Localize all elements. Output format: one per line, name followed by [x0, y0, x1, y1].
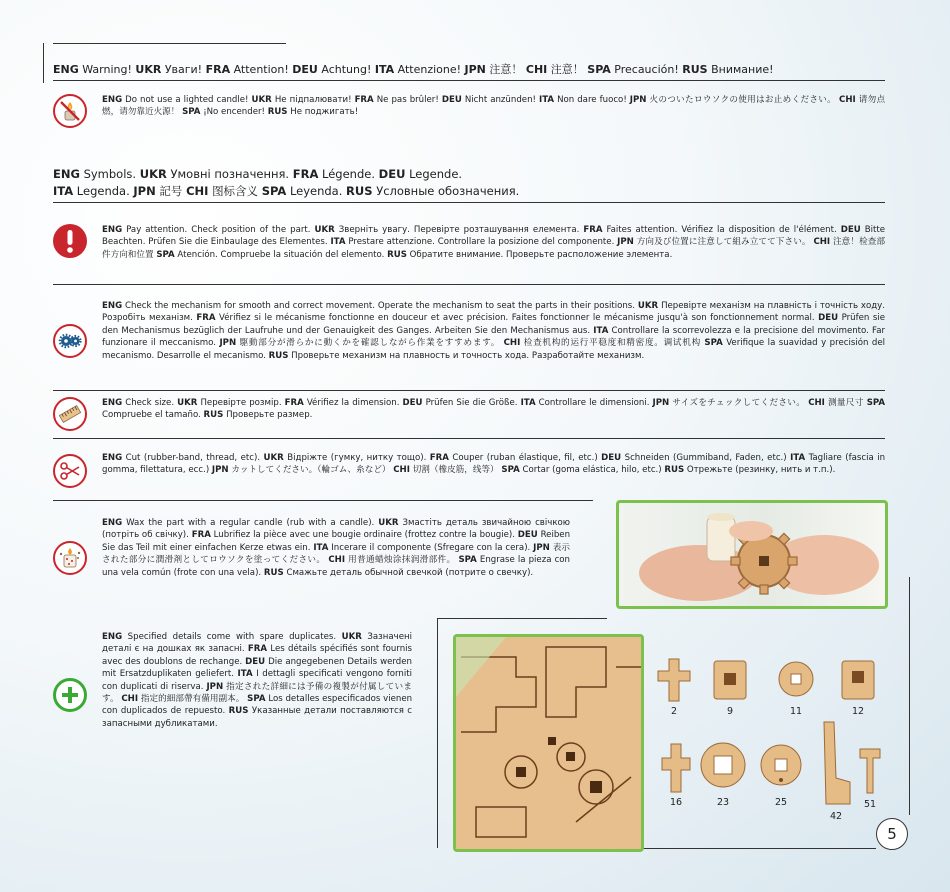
no-candle-icon	[53, 94, 87, 128]
legend-item-size	[53, 397, 885, 431]
spare-part-23: 23	[697, 738, 749, 808]
warning-candle-text: ENG Do not use a lighted candle! UKR Не підпалювати! FRA Ne pas brûler! DEU Nicht anzünden! ITA Non dare fuoco! JPN 火のついたロウソクの使用はお止めください。 CHI 请勿点燃，请勿靠近火源！ SPA ¡No encender! RUS Не поджигать!	[102, 95, 886, 118]
spare-part-9: 9	[708, 657, 752, 717]
spares-left-rule	[437, 618, 438, 848]
spare-part-2: 2	[654, 657, 694, 717]
legend-header-line-2: ITA Legenda. JPN 記号 CHI 图标含义 SPA Leyenda. RUS Условные обозначения.	[53, 184, 520, 198]
legend-item-size-text: ENG Check size. UKR Перевірте розмір. FRA Vérifiez la dimension. DEU Prüfen Sie die Größe. ITA Controllare le dimensioni. JPN サイズをチェックしてください。 CHI 测量尺寸 SPA Compruebe el tamaño. RUS Проверьте размер.	[102, 398, 886, 421]
legend-item-attention-text: ENG Pay attention. Check position of the part. UKR Зверніть увагу. Перевірте розташування елемента. FRA Faites attention. Vérifiez la disposition de l'élément. DEU Bitte Beachten. Prüfen Sie die Einbaulage des Elementes. ITA Prestare attenzione. Controllare la posizione del componente. JPN 方向及び位置に注意して組み立てて下さい。 CHI 注意！检查部件方向和位置 SPA Atención. Compruebe la situación del elemento. RUS Обратите внимание. Проверьте расположение элемента.	[102, 225, 886, 260]
gears-icon	[53, 324, 87, 358]
legend-item-wax-text: ENG Wax the part with a regular candle (rub with a candle). UKR Змастіть деталь звичайною свічкою (потріть об свічку). FRA Lubrifiez la pièce avec une bougie ordinaire (frottez contre la bougie). DEU Reiben Sie das Teil mit einer einfachen Kerze etwas ein. ITA Incerare il componente (Sfregare con la cera). JPN 表示された部分に潤滑剤としてロウソクを塗ってください。 CHI 用普通蜡烛涂抹润滑部件。 SPA Engrase la pieza con una vela común (frote con una vela). RUS Смажьте деталь обычной свечкой (потрите о свечку).	[102, 518, 571, 578]
legend-item-mechanism-text: ENG Check the mechanism for smooth and correct movement. Operate the mechanism to seat the parts in their positions. UKR Перевірте механізм на плавність і точність ходу. Розробіть механізм. FRA Vérifiez si le mécanisme fonctionne en douceur et avec précision. Faites fonctionner le mécanisme jusqu'à son fonctionnement normal. DEU Prüfen sie den Mechanismus bezüglich der Laufruhe und der Genauigkeit des Ganges. Arbeiten Sie den Mechanismus aus. ITA Controllare la scorrevolezza e la precisione del movimento. Far funzionare il meccanismo. JPN 駆動部分が滑らかに動くかを確認しながら作業をすすめます。 CHI 检查机构的运行平稳度和精密度。调试机构 SPA Verifique la suavidad y precisión del mecanismo. Desarrolle el mecanismo. RUS Проверьте механизм на плавность и точность хода. Разработайте механизм.	[102, 301, 886, 361]
legend-item-wax	[53, 517, 593, 579]
legend-item-cut	[53, 452, 885, 488]
spares-top-rule	[437, 618, 607, 619]
page-number: 5	[876, 818, 908, 850]
legend-divider-3	[53, 438, 885, 439]
legend-divider-4	[53, 500, 593, 501]
wax-candle-icon	[53, 541, 87, 575]
legend-item-spares-text: ENG Specified details come with spare duplicates. UKR Зазначені деталі є на дошках як запасні. FRA Les détails spécifiés sont fournis avec des doublons de rechange. DEU Die angegebenen Details werden mit Ersatzduplikaten geliefert. ITA I dettagli specificati vengono forniti con duplicati di riserva. JPN 指定された詳細には予備の複製が付属しています。 CHI 指定的細部帶有備用副本。 SPA Los detalles especificados vienen con duplicados de repuesto. RUS Указанные детали поставляются с запасными дубликатами.	[102, 632, 413, 729]
legend-item-mechanism	[53, 300, 885, 362]
warning-header: ENG Warning! UKR Уваги! FRA Attention! DEU Achtung! ITA Attenzione! JPN 注意！ CHI 注意！ SPA Precaución! RUS Внимание!	[53, 63, 774, 76]
ruler-icon	[53, 397, 87, 431]
warning-candle-row	[53, 94, 885, 128]
waxing-photo	[616, 500, 888, 609]
spare-part-11: 11	[774, 657, 818, 717]
top-rule	[53, 43, 286, 44]
legend-header	[53, 166, 519, 200]
scissors-icon	[53, 454, 87, 488]
legend-rule	[53, 202, 885, 203]
legend-divider-1	[53, 284, 885, 285]
top-left-vertical-rule	[43, 43, 44, 83]
warning-rule	[53, 80, 885, 81]
right-vertical-rule	[909, 577, 910, 815]
spare-part-12: 12	[836, 657, 880, 717]
spare-part-25: 25	[755, 738, 807, 808]
exclamation-icon	[53, 224, 87, 258]
plus-icon	[53, 678, 87, 712]
legend-item-spares	[53, 631, 428, 730]
spare-part-51: 51	[855, 746, 885, 810]
spare-part-16: 16	[656, 742, 696, 808]
parts-board-photo	[453, 634, 644, 852]
legend-item-attention	[53, 224, 885, 261]
legend-header-line-1: ENG Symbols. UKR Умовні позначення. FRA Légende. DEU Legende.	[53, 167, 463, 181]
legend-item-cut-text: ENG Cut (rubber-band, thread, etc). UKR Відріжте (гумку, нитку тощо). FRA Couper (ruban élastique, fil, etc.) DEU Schneiden (Gummiband, Faden, etc.) ITA Tagliare (fascia in gomma, filettatura, ecc.) JPN カットしてください。（輪ゴム、糸など） CHI 切割（橡皮筋，线等） SPA Cortar (goma elástica, hilo, etc.) RUS Отрежьте (резинку, нить и т.п.).	[102, 453, 886, 476]
legend-divider-2	[53, 390, 885, 391]
spare-part-42: 42	[816, 718, 856, 822]
